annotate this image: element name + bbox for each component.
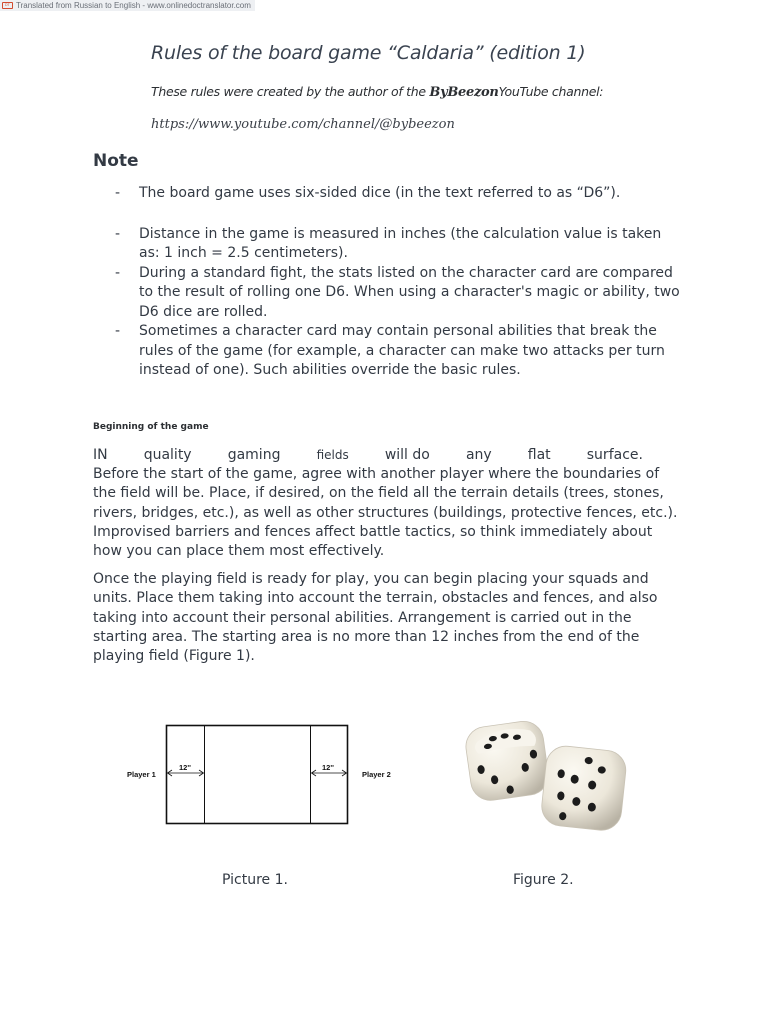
- credit-brand: ByBeezon: [429, 85, 499, 100]
- right-zone-label: 12'': [322, 763, 334, 772]
- figure2-caption: Figure 2.: [513, 872, 574, 888]
- credit-line: [151, 84, 603, 100]
- die-left: [463, 719, 551, 803]
- word: any: [465, 447, 492, 463]
- figure1-caption: Picture 1.: [222, 872, 288, 888]
- word: flat: [527, 447, 551, 463]
- note-list: [93, 184, 683, 381]
- translate-icon: ᴰᵀ: [2, 2, 13, 9]
- die-right: [540, 744, 628, 832]
- section-heading: Beginning of the game: [93, 422, 209, 432]
- paragraph-text: Before the start of the game, agree with another player where the boundaries of the field will be. Place, if desired, on the field all the terrain details (trees, stones, rivers, bridges, etc.), as well as other structures (buildings, protective fences, etc.). Improvised barriers and fences affect battle tactics, so think immediately about how you can place them most effectively.: [93, 466, 678, 560]
- left-zone-label: 12'': [179, 763, 191, 772]
- word: quality: [143, 447, 192, 463]
- field-diagram: [108, 705, 408, 855]
- word: gaming: [227, 447, 281, 463]
- credit-suffix: YouTube channel:: [498, 84, 604, 99]
- player2-label: Player 2: [362, 770, 391, 779]
- justified-line: [93, 446, 643, 465]
- word: surface.: [586, 447, 643, 463]
- list-item: - Distance in the game is measured in inches (the calculation value is taken as: 1 inch = 2.5 centimeters).: [93, 225, 683, 264]
- paragraph-placement: Once the playing field is ready for play, you can begin placing your squads and units. Place them taking into account the terrain, obstacles and fences, and also taking into account their personal abilities. Arrangement is carried out in the starting area. The starting area is no more than 12 inches from the end of the playing field (Figure 1).: [93, 571, 658, 665]
- list-item: - The board game uses six-sided dice (in the text referred to as “D6”).: [93, 184, 683, 204]
- dice-photo: [458, 712, 638, 834]
- list-item: - Sometimes a character card may contain personal abilities that break the rules of the game (for example, a character can make two attacks per turn instead of one). Such abilities override the basic rules.: [93, 322, 683, 381]
- note-heading: Note: [93, 151, 139, 171]
- word: IN: [93, 447, 108, 463]
- word: fields: [316, 448, 349, 462]
- channel-url: https://www.youtube.com/channel/@bybeezon: [151, 117, 455, 132]
- banner-text[interactable]: Translated from Russian to English - www.onlinedoctranslator.com: [16, 0, 251, 10]
- translation-banner[interactable]: [0, 0, 255, 11]
- word: will do: [384, 447, 430, 463]
- player1-label: Player 1: [127, 770, 156, 779]
- credit-prefix: These rules were created by the author of the: [151, 84, 430, 99]
- page-title: Rules of the board game “Caldaria” (edition 1): [151, 42, 586, 64]
- list-item: - During a standard fight, the stats listed on the character card are compared to the result of rolling one D6. When using a character's magic or ability, two D6 dice are rolled.: [93, 264, 683, 323]
- paragraph-beginning: [93, 446, 679, 561]
- field-border: [167, 726, 348, 824]
